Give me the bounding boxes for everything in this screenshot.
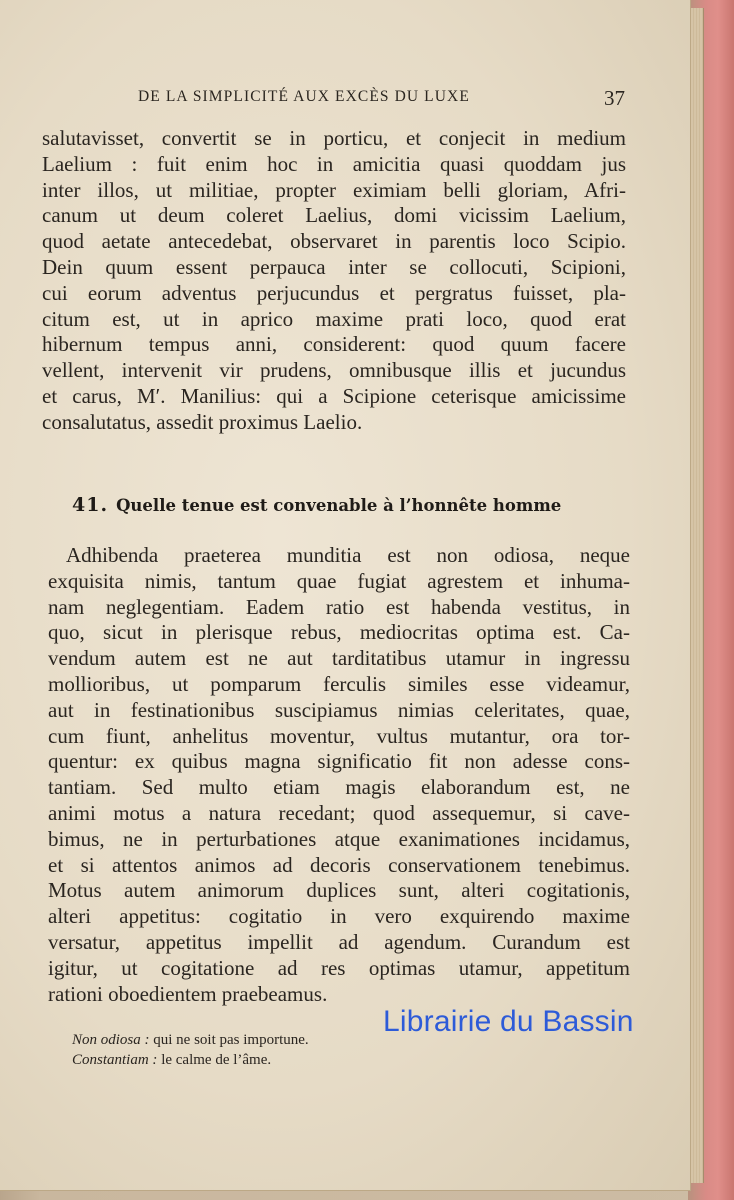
page-number: 37 [604,86,625,110]
text-line: et si attentos animos ad decoris conservationem tenebimus. [48,852,630,877]
watermark: Librairie du Bassin [383,1005,634,1038]
text-line: Laelium : fuit enim hoc in amicitia quasi quoddam jus [42,151,626,176]
footnote-term: Constantiam : [72,1052,158,1068]
text-line: vellent, intervenit vir prudens, omnibusque illis et jucundus [42,358,626,383]
text-line: nam neglegentiam. Eadem ratio est habenda vestitus, in [48,594,630,619]
text-line: cum fiunt, anhelitus moventur, vultus mutantur, ora tor- [48,723,630,748]
text-line: Dein quum essent perpauca inter se collocuti, Scipioni, [42,254,626,279]
footnote-gloss: qui ne soit pas importune. [153,1032,309,1048]
footnote-term: Non odiosa : [72,1032,150,1048]
text-line: animi motus a natura recedant; quod assequemur, si cave- [48,800,630,825]
text-line: Motus autem animorum duplices sunt, alteri cogitationis, [48,878,630,903]
text-line: igitur, ut cogitatione ad res optimas utamur, appetitum [48,955,630,980]
text-line: cui eorum adventus perjucundus et pergratus fuisset, pla- [42,280,626,305]
text-line: Adhibenda praeterea munditia est non odiosa, neque [66,543,630,567]
text-line: bimus, ne in perturbationes atque exanimationes incidamus, [48,826,630,851]
text-line: quod aetate antecedebat, observaret in parentis loco Scipio. [42,229,626,254]
section-title: Quelle tenue est convenable à l’honnête homme [116,496,562,515]
text-line: vendum autem est ne aut tarditatibus utamur in ingressu [48,646,630,671]
text-line: mollioribus, ut pomparum ferculis similes esse videamur, [48,671,630,696]
text-line: inter illos, ut militiae, propter eximiam belli gloriam, Afri- [42,177,626,202]
text-line: rationi oboedientem praebeamus. [48,981,328,1006]
text-line: hibernum tempus anni, considerent: quod quum facere [42,332,626,357]
footnote [72,1050,492,1070]
text-line: consalutatus, assedit proximus Laelio. [42,409,363,434]
text-line: quo, sicut in plerisque rebus, mediocritas optima est. Ca- [48,620,630,645]
text-line: quentur: ex quibus magna significatio fit non adesse cons- [48,749,630,774]
text-line: tantiam. Sed multo etiam magis elaborandum est, ne [48,775,630,800]
text-line: versatur, appetitus impellit ad agendum. Curandum est [48,929,630,954]
section-number: 41. [72,494,109,516]
text-line: aut in festinationibus suscipiamus nimias celeritates, quae, [48,697,630,722]
text-line: citum est, ut in aprico maxime prati loco, quod erat [42,306,626,331]
footnote-gloss: le calme de l’âme. [161,1052,272,1068]
page-stack-edge [689,8,704,1183]
paragraph-2 [48,543,630,1007]
section-heading [72,494,612,516]
text-line: salutavisset, convertit se in porticu, et conjecit in medium [42,126,626,150]
paragraph-1 [42,126,626,436]
text-line: exquisita nimis, tantum quae fugiat agrestem et inhuma- [48,568,630,593]
running-head: DE LA SIMPLICITÉ AUX EXCÈS DU LUXE [138,88,470,105]
text-line: alteri appetitus: cogitatio in vero exquirendo maxime [48,904,630,929]
text-line: et carus, M′. Manilius: qui a Scipione ceterisque amicissime [42,383,626,408]
text-line: canum ut deum coleret Laelius, domi vicissim Laelium, [42,203,626,228]
